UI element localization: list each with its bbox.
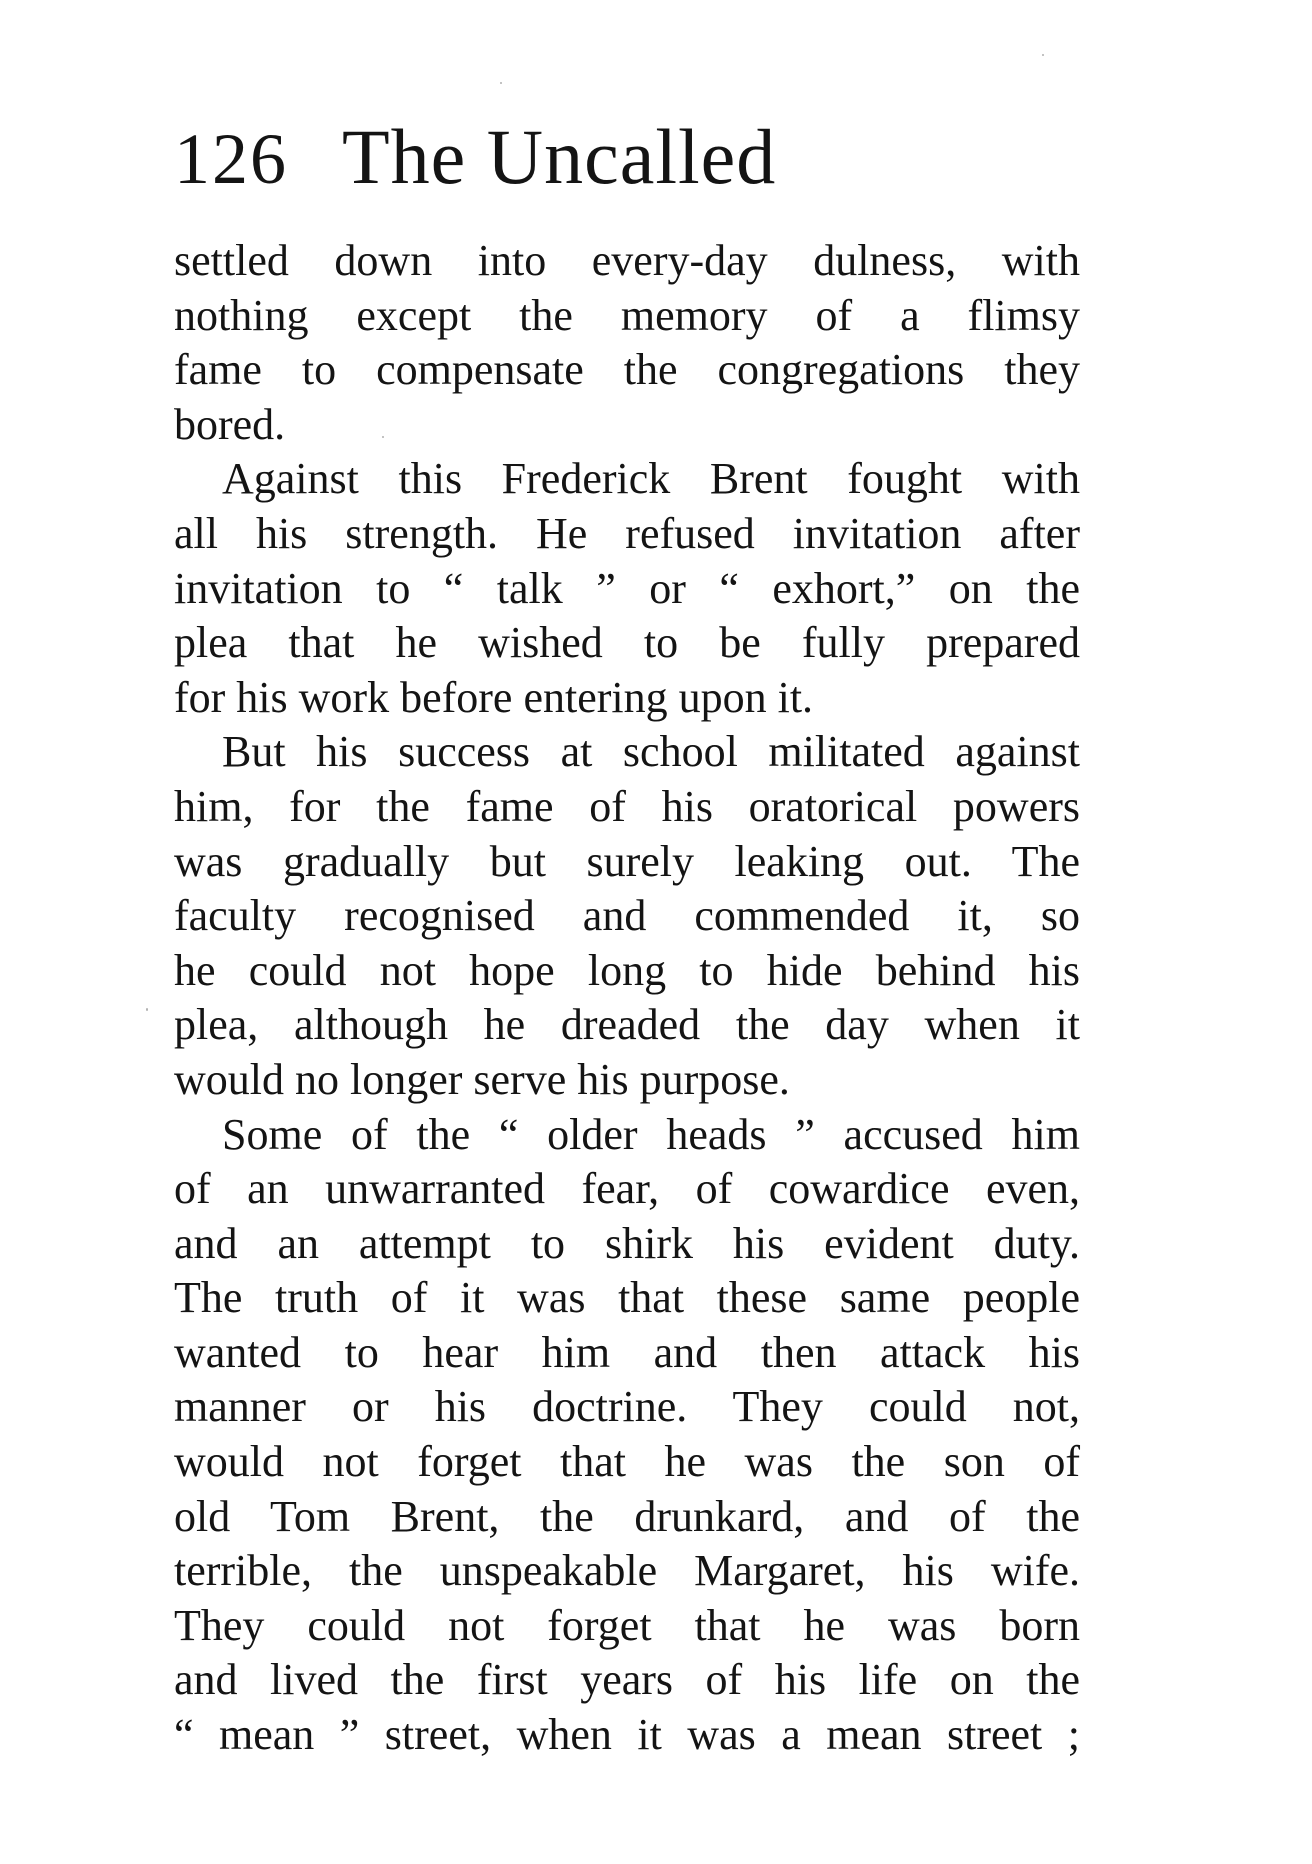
text-line: wanted to hear him and then attack his [174,1327,1080,1377]
paragraph-start-line: Against this Frederick Brent fought with [222,454,1080,504]
page-header [174,112,776,212]
text-line: old Tom Brent, the drunkard, and of the [174,1491,1080,1541]
running-title: The Uncalled [342,113,777,200]
paragraph-start-line: But his success at school militated against [222,727,1080,777]
body-text [174,234,1080,1763]
text-line: bored. [174,399,286,449]
scan-speck [1042,54,1044,56]
text-line: and lived the first years of his life on the [174,1655,1080,1705]
text-line: The truth of it was that these same people [174,1273,1080,1323]
scan-speck [382,436,384,438]
paragraph-start-line: Some of the “ older heads ” accused him [222,1109,1080,1159]
text-line: him, for the fame of his oratorical powers [174,781,1080,831]
text-line: manner or his doctrine. They could not, [174,1382,1080,1432]
text-line: “ mean ” street, when it was a mean street ; [174,1710,1080,1760]
text-line: would no longer serve his purpose. [174,1054,790,1104]
text-line: was gradually but surely leaking out. The [174,836,1080,886]
text-line: and an attempt to shirk his evident duty. [174,1218,1080,1268]
page-number: 126 [174,119,288,199]
scan-speck [500,82,502,84]
text-line: plea that he wished to be fully prepared [174,618,1080,668]
text-line: he could not hope long to hide behind his [174,945,1080,995]
text-line: would not forget that he was the son of [174,1437,1080,1487]
text-line: for his work before entering upon it. [174,672,814,722]
text-line: They could not forget that he was born [174,1600,1080,1650]
text-line: settled down into every-day dulness, with [174,236,1080,285]
text-line: nothing except the memory of a flimsy [174,290,1080,340]
scan-speck [146,1008,148,1011]
text-line: invitation to “ talk ” or “ exhort,” on the [174,563,1080,613]
text-line: fame to compensate the congregations they [174,345,1080,395]
text-line: all his strength. He refused invitation after [174,508,1080,558]
text-line: terrible, the unspeakable Margaret, his wife. [174,1546,1080,1596]
text-line: plea, although he dreaded the day when it [174,1000,1080,1050]
text-line: faculty recognised and commended it, so [174,891,1080,941]
text-line: of an unwarranted fear, of cowardice even, [174,1164,1080,1214]
